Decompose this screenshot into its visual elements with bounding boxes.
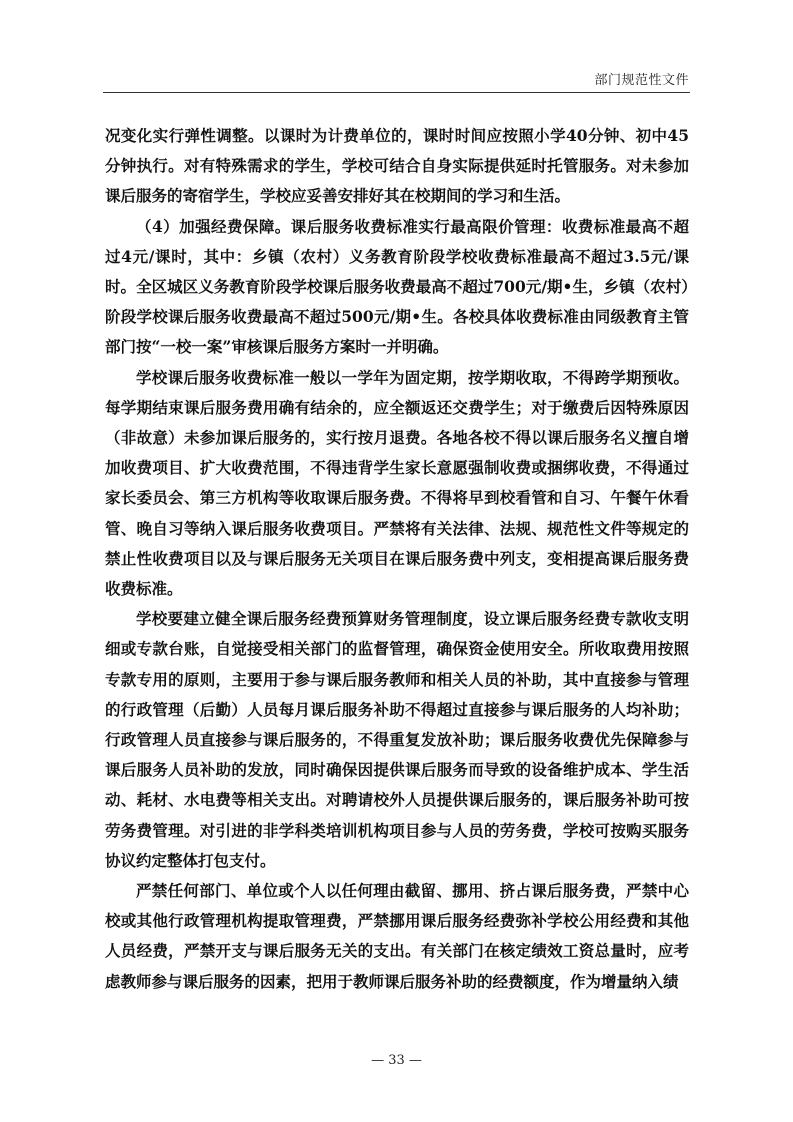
header-rule <box>103 92 690 93</box>
paragraph: 况变化实行弹性调整。以课时为计费单位的，课时时间应按照小学40分钟、初中45分钟执行。对有特殊需求的学生，学校可结合自身实际提供延时托管服务。对未参加课后服务的寄宿学生，学校应妥善安排好其在校期间的学习和生活。 <box>105 126 689 206</box>
paragraph: 学校要建立健全课后服务经费预算财务管理制度，设立课后服务经费专款收支明细或专款台账，自觉接受相关部门的监督管理，确保资金使用安全。所收取费用按照专款专用的原则，主要用于参与课后服务教师和相关人员的补助，其中直接参与管理的行政管理（后勤）人员每月课后服务补助不得超过直接参与课后服务的人均补助；行政管理人员直接参与课后服务的，不得重复发放补助；课后服务收费优先保障参与课后服务人员补助的发放，同时确保因提供课后服务而导致的设备维护成本、学生活动、耗材、水电费等相关支出。对聘请校外人员提供课后服务的，课后服务补助可按劳务费管理。对引进的非学科类培训机构项目参与人员的劳务费，学校可按购买服务协议约定整体打包支付。 <box>105 609 689 870</box>
page-number: — 33 — <box>371 1053 422 1068</box>
paragraph: 学校课后服务收费标准一般以一学年为固定期，按学期收取，不得跨学期预收。每学期结束课后服务费用确有结余的，应全额返还交费学生；对于缴费后因特殊原因（非故意）未参加课后服务的，实行按月退费。各地各校不得以课后服务名义擅自增加收费项目、扩大收费范围，不得违背学生家长意愿强制收费或捆绑收费，不得通过家长委员会、第三方机构等收取课后服务费。不得将早到校看管和自习、午餐午休看管、晚自习等纳入课后服务收费项目。严禁将有关法律、法规、规范性文件等规定的禁止性收费项目以及与课后服务无关项目在课后服务费中列支，变相提高课后服务费收费标准。 <box>105 367 689 599</box>
paragraph: （4）加强经费保障。课后服务收费标准实行最高限价管理：收费标准最高不超过4元/课时，其中：乡镇（农村）义务教育阶段学校收费标准最高不超过3.5元/课时。全区城区义务教育阶段学校课后服务收费最高不超过700元/期•生，乡镇（农村）阶段学校课后服务收费最高不超过500元/期•生。各校具体收费标准由同级教育主管部门按“一校一案”审核课后服务方案时一并明确。 <box>105 216 689 357</box>
body-content <box>105 121 689 997</box>
header-title: 部门规范性文件 <box>594 73 689 88</box>
paragraph: 严禁任何部门、单位或个人以任何理由截留、挪用、挤占课后服务费，严禁中心校或其他行政管理机构提取管理费，严禁挪用课后服务经费弥补学校公用经费和其他人员经费，严禁开支与课后服务无关的支出。有关部门在核定绩效工资总量时，应考虑教师参与课后服务的因素，把用于教师课后服务补助的经费额度，作为增量纳入绩 <box>105 881 689 991</box>
